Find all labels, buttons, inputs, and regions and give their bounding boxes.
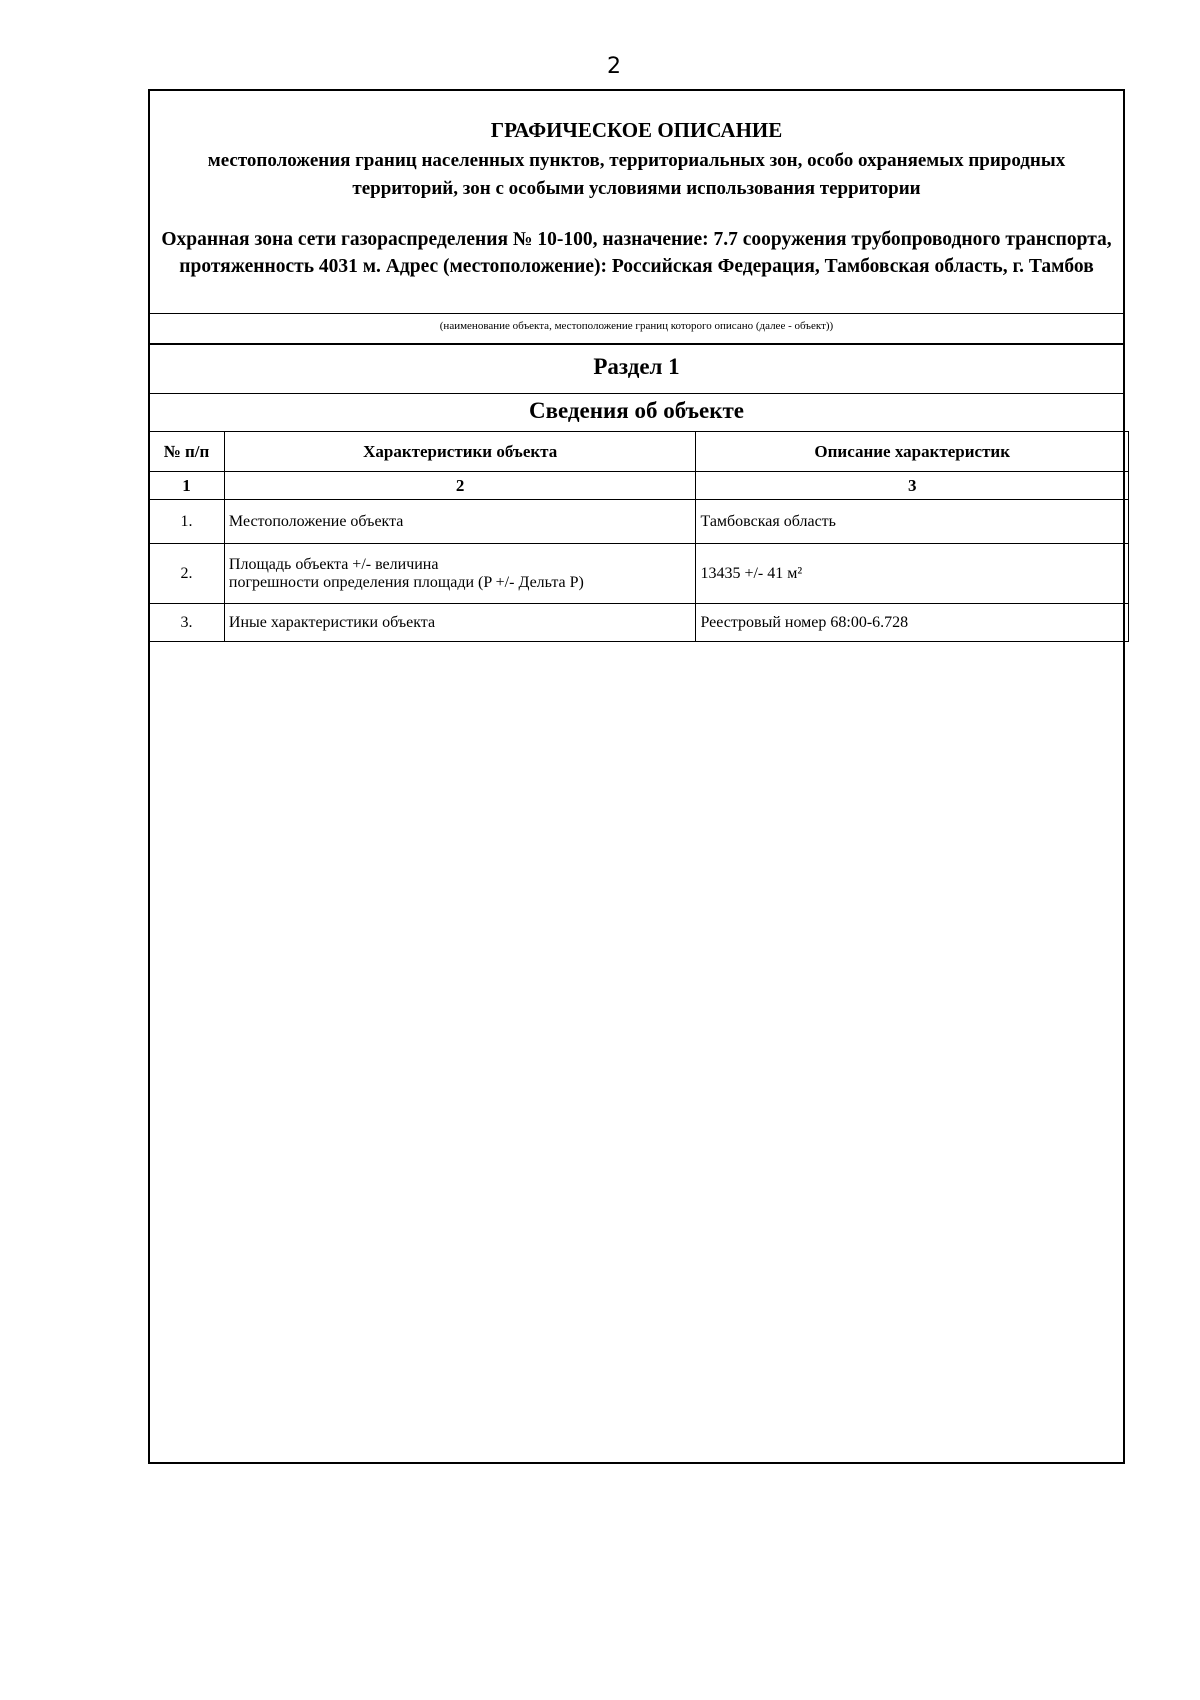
document-frame bbox=[148, 89, 1125, 1464]
table-row bbox=[149, 544, 1129, 604]
row-characteristic-line: погрешности определения площади (P +/- Дельта P) bbox=[228, 573, 584, 591]
column-header-number: № п/п bbox=[149, 432, 225, 472]
column-number: 2 bbox=[224, 472, 696, 500]
object-info-table bbox=[148, 431, 1129, 642]
row-description: 13435 +/- 41 м² bbox=[696, 544, 1129, 604]
row-number: 3. bbox=[149, 604, 225, 642]
document-title: ГРАФИЧЕСКОЕ ОПИСАНИЕ bbox=[490, 118, 783, 142]
table-row bbox=[149, 500, 1129, 544]
column-number: 3 bbox=[696, 472, 1129, 500]
section-title: Раздел 1 bbox=[150, 343, 1123, 394]
column-header-characteristic: Характеристики объекта bbox=[224, 432, 696, 472]
row-characteristic bbox=[224, 544, 696, 604]
row-number: 1. bbox=[149, 500, 225, 544]
document-subtitle: местоположения границ населенных пунктов, территориальных зон, особо охраняемых природных территорий, зон с особыми условиями использования территории bbox=[207, 150, 1066, 199]
object-caption: (наименование объекта, местоположение границ которого описано (далее - объект)) bbox=[150, 313, 1123, 345]
row-characteristic: Иные характеристики объекта bbox=[224, 604, 696, 642]
column-number: 1 bbox=[149, 472, 225, 500]
object-name: Охранная зона сети газораспределения № 10-100, назначение: 7.7 сооружения трубопроводного транспорта, протяженность 4031 м. Адрес (местоположение): Российская Федерация, Тамбовская область, г. Тамбов bbox=[161, 229, 1112, 277]
row-characteristic-line: Площадь объекта +/- величина bbox=[228, 555, 439, 573]
column-header-description: Описание характеристик bbox=[696, 432, 1129, 472]
section-subtitle: Сведения об объекте bbox=[150, 392, 1123, 432]
row-description: Тамбовская область bbox=[696, 500, 1129, 544]
row-description: Реестровый номер 68:00-6.728 bbox=[696, 604, 1129, 642]
row-characteristic: Местоположение объекта bbox=[224, 500, 696, 544]
row-number: 2. bbox=[149, 544, 225, 604]
document-header bbox=[150, 91, 1123, 313]
table-row bbox=[149, 604, 1129, 642]
page-number: 2 bbox=[607, 54, 621, 79]
table-header-row bbox=[149, 432, 1129, 472]
column-number-row bbox=[149, 472, 1129, 500]
